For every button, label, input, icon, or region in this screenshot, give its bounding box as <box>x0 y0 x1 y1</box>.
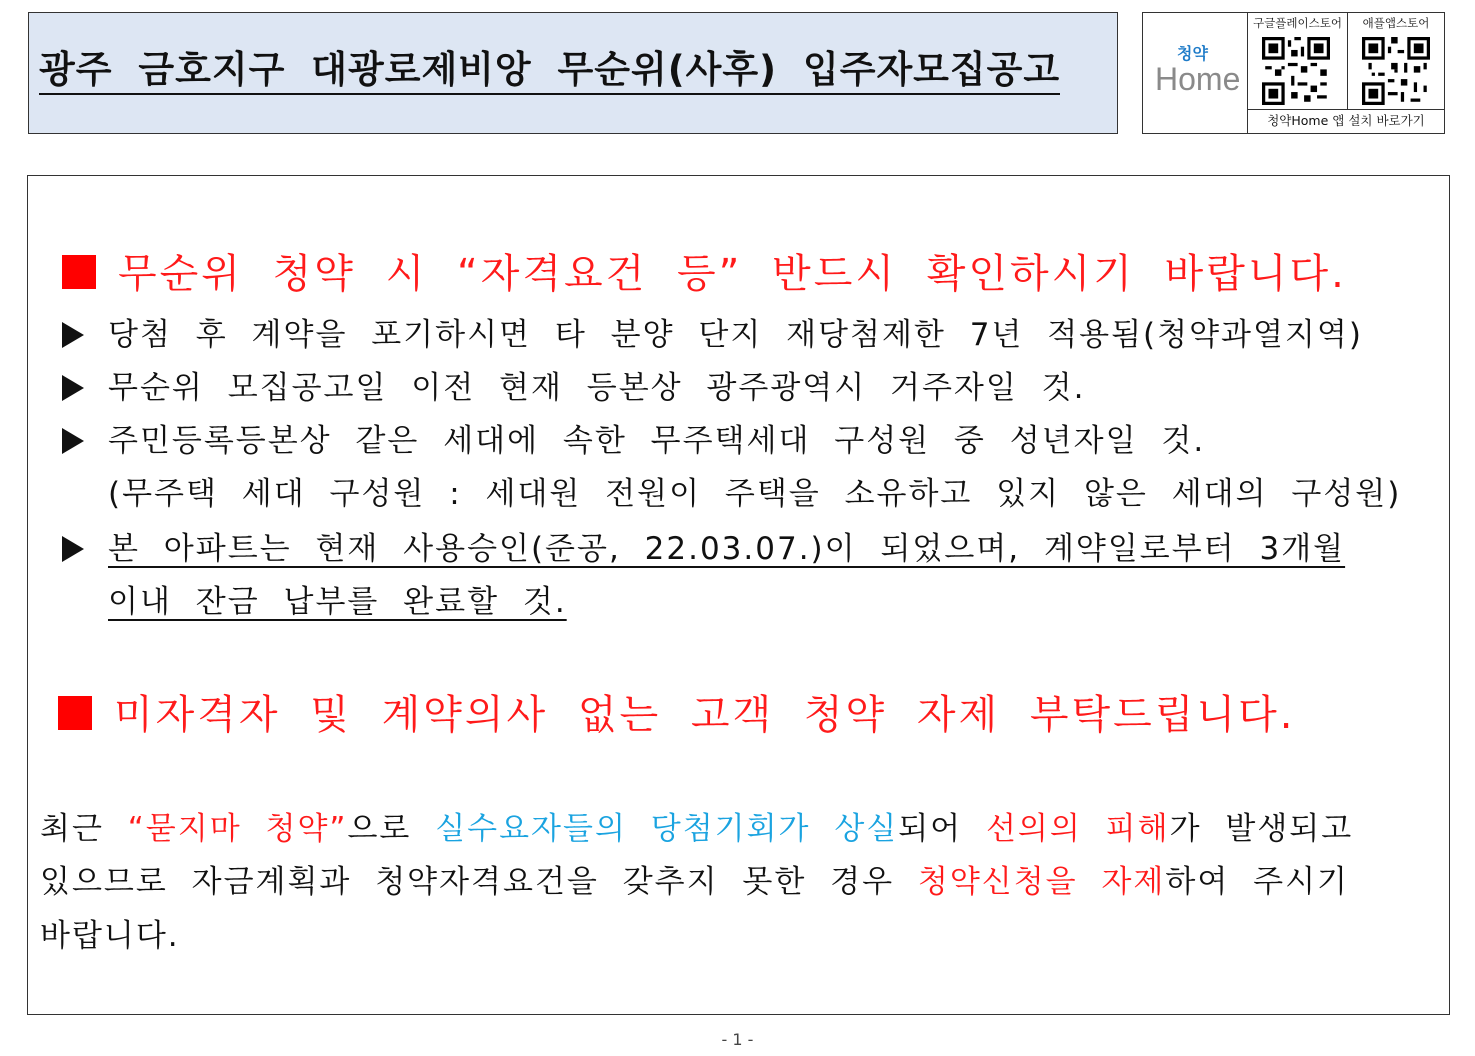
app-install-box <box>1142 12 1445 134</box>
google-play-qr-icon[interactable] <box>1262 37 1330 105</box>
bullet-text: 본 아파트는 현재 사용승인(준공, 22.03.07.)이 되었으며, 계약일로부터 3개월 <box>108 531 1346 567</box>
title-banner <box>28 12 1118 134</box>
bullet-text: 이내 잔금 납부를 완료할 것. <box>108 584 567 620</box>
para-text: 최근 <box>40 811 128 847</box>
red-square-icon <box>58 696 92 730</box>
para-text: 바랍니다. <box>40 918 180 954</box>
para-highlight-blue: 실수요자들의 당첨기회가 상실 <box>435 811 899 847</box>
section1-heading-text: 무순위 청약 시 “자격요건 등” 반드시 확인하시기 바랍니다. <box>118 251 1347 297</box>
bullet-item <box>62 309 1363 354</box>
paragraph-line-1 <box>40 803 1353 848</box>
triangle-bullet-icon <box>62 428 84 454</box>
apple-store-qr-icon[interactable] <box>1362 37 1430 105</box>
triangle-bullet-icon <box>62 375 84 401</box>
para-highlight-red: “묻지마 청약” <box>127 811 348 847</box>
bullet-text: 당첨 후 계약을 포기하시면 타 분양 단지 재당첨제한 7년 적용됨(청약과열지역) <box>108 317 1363 353</box>
page-title: 광주 금호지구 대광로제비앙 무순위(사후) 입주자모집공고 <box>39 47 1060 95</box>
cheongyak-home-logo <box>1151 35 1241 105</box>
red-square-icon <box>62 255 96 289</box>
logo-text-bottom: Home <box>1155 61 1241 97</box>
para-highlight-red: 선의의 피해 <box>985 811 1170 847</box>
para-text: 하여 주시기 <box>1165 864 1349 900</box>
section2-heading <box>58 683 1295 740</box>
paragraph-line-2 <box>40 856 1349 901</box>
para-text: 으로 <box>347 811 436 847</box>
logo-text-top: 청약 <box>1177 44 1208 63</box>
section1-heading <box>62 242 1347 299</box>
bullet-text: 무순위 모집공고일 이전 현재 등본상 광주광역시 거주자일 것. <box>108 370 1086 406</box>
google-play-cell[interactable] <box>1247 13 1347 109</box>
bullet-item <box>62 362 1085 407</box>
paragraph-line-3 <box>40 910 180 955</box>
apple-store-cell[interactable] <box>1347 13 1444 109</box>
bullet-note: (무주택 세대 구성원 : 세대원 전원이 주택을 소유하고 있지 않은 세대의 구성원) <box>108 476 1402 512</box>
bullet-item <box>62 415 1205 460</box>
triangle-bullet-icon <box>62 536 84 562</box>
para-text: 가 발생되고 <box>1169 811 1354 847</box>
bullet-text: 주민등록등본상 같은 세대에 속한 무주택세대 구성원 중 성년자일 것. <box>108 423 1206 459</box>
apple-store-label: 애플앱스토어 <box>1362 16 1430 30</box>
para-text: 있으므로 자금계획과 청약자격요건을 갖추지 못한 경우 <box>40 864 918 900</box>
triangle-bullet-icon <box>62 322 84 348</box>
bullet-continuation <box>108 576 567 621</box>
app-install-link[interactable]: 청약Home 앱 설치 바로가기 <box>1247 109 1444 133</box>
page-number: - 1 - <box>721 1030 754 1049</box>
bullet-item <box>62 523 1345 568</box>
section2-heading-text: 미자격자 및 계약의사 없는 고객 청약 자제 부탁드립니다. <box>114 692 1296 738</box>
para-text: 되어 <box>898 811 986 847</box>
google-play-label: 구글플레이스토어 <box>1253 16 1342 30</box>
para-highlight-red: 청약신청을 자제 <box>917 864 1166 900</box>
